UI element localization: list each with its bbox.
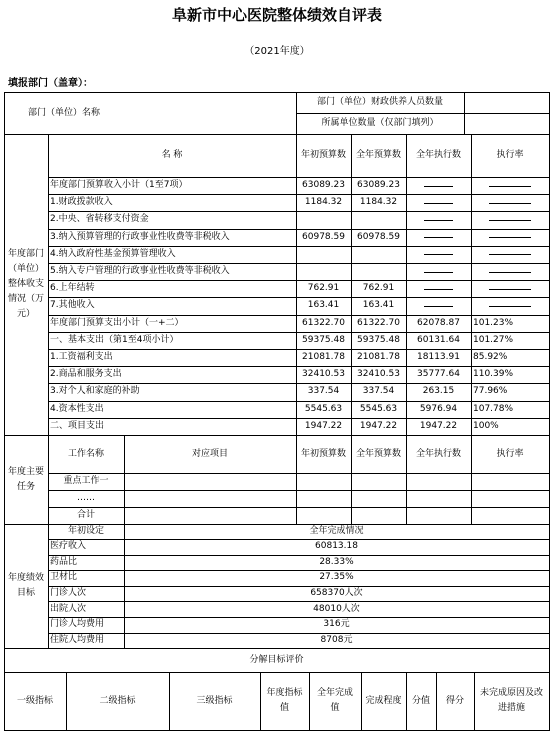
budget-row-initial: 21081.78 <box>302 352 345 363</box>
budget-row-exec: 5976.94 <box>419 403 458 414</box>
tasks-col-annual: 全年预算数 <box>355 448 401 459</box>
budget-row-exec: 18113.91 <box>417 352 460 363</box>
budget-row-rate: 77.96% <box>473 386 508 397</box>
budget-row-rate: 85.92% <box>473 352 508 363</box>
dash-mark <box>489 186 531 187</box>
budget-row-name: 2.中央、省转移支付资金 <box>50 214 149 225</box>
staff-count-label: 部门（单位）财政供养人员数量 <box>316 97 443 107</box>
budget-row-name: 2.商品和服务支出 <box>50 369 122 380</box>
goal-value: 60813.18 <box>315 541 358 552</box>
budget-side-label: 年度部门（单位）整体收支情况（万元） <box>8 249 45 319</box>
budget-row-name: 年度部门预算支出小计（一+二） <box>50 317 184 328</box>
task-row-total: 合计 <box>76 510 95 520</box>
goal-name: 医疗收入 <box>50 541 87 552</box>
task-row-2: …… <box>77 493 95 503</box>
dash-mark <box>489 220 531 221</box>
budget-row-annual: 61322.70 <box>357 317 400 328</box>
budget-row-rate: 107.78% <box>473 403 514 414</box>
dash-mark <box>424 254 453 255</box>
dept-label: 填报部门（盖章）： <box>8 78 93 89</box>
col-annual-budget: 全年预算数 <box>355 150 401 160</box>
budget-row-rate: 100% <box>473 420 499 431</box>
budget-row-annual: 762.91 <box>362 283 395 294</box>
goal-value: 48010人次 <box>313 603 360 614</box>
dash-mark <box>424 289 453 290</box>
dash-mark <box>489 203 531 204</box>
tasks-col-rate: 执行率 <box>496 448 524 459</box>
sub-units-label: 所属单位数量（仅部门填列） <box>321 118 439 128</box>
budget-row-exec: 263.15 <box>422 386 455 397</box>
budget-row-initial <box>296 211 351 228</box>
budget-row-initial: 1184.32 <box>304 197 343 208</box>
tasks-col-name: 工作名称 <box>67 448 104 459</box>
budget-row-annual <box>351 246 406 263</box>
goal-name: 卫材比 <box>50 572 78 583</box>
budget-row-exec: 35777.64 <box>417 369 460 380</box>
level1-indicator: 一级指标 <box>16 695 53 706</box>
budget-row-name: 5.纳入专户管理的行政事业性收费等非税收入 <box>50 266 230 277</box>
budget-row-name: 7.其他收入 <box>50 300 95 311</box>
budget-row-initial <box>296 246 351 263</box>
goal-name: 住院人均费用 <box>50 634 105 645</box>
budget-row-initial: 337.54 <box>307 386 340 397</box>
budget-row-initial: 5545.63 <box>304 403 343 414</box>
budget-row-annual: 1184.32 <box>359 197 398 208</box>
budget-row-initial: 163.41 <box>307 300 340 311</box>
budget-row-initial: 60978.59 <box>302 231 345 242</box>
budget-row-initial: 61322.70 <box>302 317 345 328</box>
budget-row-initial: 762.91 <box>307 283 340 294</box>
budget-row-initial: 63089.23 <box>302 180 345 191</box>
budget-row-annual: 5545.63 <box>359 403 398 414</box>
dash-mark <box>424 203 453 204</box>
budget-row-name: 6.上年结转 <box>50 283 95 294</box>
budget-row-name: 3.对个人和家庭的补助 <box>50 386 140 397</box>
task-row-1: 重点工作一 <box>63 476 109 486</box>
budget-row-initial: 59375.48 <box>302 334 345 345</box>
budget-row-exec: 1947.22 <box>419 420 458 431</box>
col-executed: 全年执行数 <box>415 150 461 160</box>
tasks-side-label: 年度主要任务 <box>8 466 45 492</box>
improvement-reason: 未完成原因及改进措施 <box>479 688 543 713</box>
goal-value: 27.35% <box>319 572 354 583</box>
budget-row-name: 1.财政拨款收入 <box>50 197 113 208</box>
col-initial-budget: 年初预算数 <box>300 150 346 160</box>
dash-mark <box>489 237 531 238</box>
budget-row-rate: 101.27% <box>473 334 514 345</box>
col-name: 名 称 <box>161 150 183 160</box>
report-year: （2021年度） <box>244 46 310 57</box>
budget-row-annual: 32410.53 <box>357 369 400 380</box>
goal-name: 出院人次 <box>50 603 87 614</box>
budget-row-name: 4.纳入政府性基金预算管理收入 <box>50 248 176 259</box>
goals-col-done: 全年完成情况 <box>309 526 364 536</box>
budget-row-rate: 110.39% <box>473 369 514 380</box>
dash-mark <box>424 237 453 238</box>
budget-row-initial: 1947.22 <box>304 420 343 431</box>
budget-row-annual <box>351 263 406 280</box>
budget-row-name: 一、基本支出（第1至4项小计） <box>50 334 179 345</box>
evaluation-title: 分解目标评价 <box>249 654 304 665</box>
annual-target: 年度指标值 <box>266 688 303 713</box>
dash-mark <box>424 272 453 273</box>
tasks-col-project: 对应项目 <box>191 448 228 459</box>
tasks-col-executed: 全年执行数 <box>415 448 461 459</box>
goal-value: 658370人次 <box>310 588 363 599</box>
dash-mark <box>489 254 531 255</box>
budget-row-annual: 163.41 <box>362 300 395 311</box>
budget-row-annual: 63089.23 <box>357 180 400 191</box>
goal-value: 28.33% <box>319 556 354 567</box>
dash-mark <box>489 289 531 290</box>
level2-indicator: 二级指标 <box>99 695 136 706</box>
tasks-col-initial: 年初预算数 <box>300 448 346 459</box>
budget-row-rate: 101.23% <box>473 317 514 328</box>
goal-value: 316元 <box>323 619 350 630</box>
level3-indicator: 三级指标 <box>196 695 233 706</box>
budget-row-exec: 60131.64 <box>417 334 460 345</box>
budget-row-name: 年度部门预算收入小计（1至7项） <box>50 180 188 191</box>
budget-row-annual: 1947.22 <box>359 420 398 431</box>
budget-row-annual <box>351 211 406 228</box>
budget-row-initial: 32410.53 <box>302 369 345 380</box>
unit-name-label: 部门（单位）名称 <box>27 107 100 118</box>
dash-mark <box>424 186 453 187</box>
table-rule <box>4 730 550 731</box>
budget-row-annual: 59375.48 <box>357 334 400 345</box>
budget-row-annual: 21081.78 <box>357 352 400 363</box>
completion-degree: 完成程度 <box>365 695 402 706</box>
budget-row-initial <box>296 263 351 280</box>
goal-value: 8708元 <box>320 634 353 645</box>
budget-row-name: 1.工资福利支出 <box>50 352 113 363</box>
goal-name: 门诊人次 <box>50 588 87 599</box>
annual-actual: 全年完成值 <box>316 688 353 713</box>
goal-name: 药品比 <box>50 556 78 567</box>
budget-row-annual: 337.54 <box>362 386 395 397</box>
budget-row-name: 3.纳入预算管理的行政事业性收费等非税收入 <box>50 231 230 242</box>
dash-mark <box>424 306 453 307</box>
col-rate: 执行率 <box>496 150 524 160</box>
budget-row-name: 4.资本性支出 <box>50 403 104 414</box>
budget-row-name: 二、项目支出 <box>50 420 105 431</box>
dash-mark <box>424 220 453 221</box>
budget-row-exec: 62078.87 <box>417 317 460 328</box>
goals-side-label: 年度绩效目标 <box>8 573 45 598</box>
dash-mark <box>489 272 531 273</box>
evaluation-table <box>4 92 550 731</box>
goal-name: 门诊人均费用 <box>50 619 105 630</box>
goals-col-set: 年初设定 <box>67 526 104 536</box>
score-got: 得分 <box>445 695 464 706</box>
score-value: 分值 <box>411 695 430 706</box>
budget-row-annual: 60978.59 <box>357 231 400 242</box>
dash-mark <box>489 306 531 307</box>
page-title: 阜新市中心医院整体绩效自评表 <box>171 6 382 24</box>
